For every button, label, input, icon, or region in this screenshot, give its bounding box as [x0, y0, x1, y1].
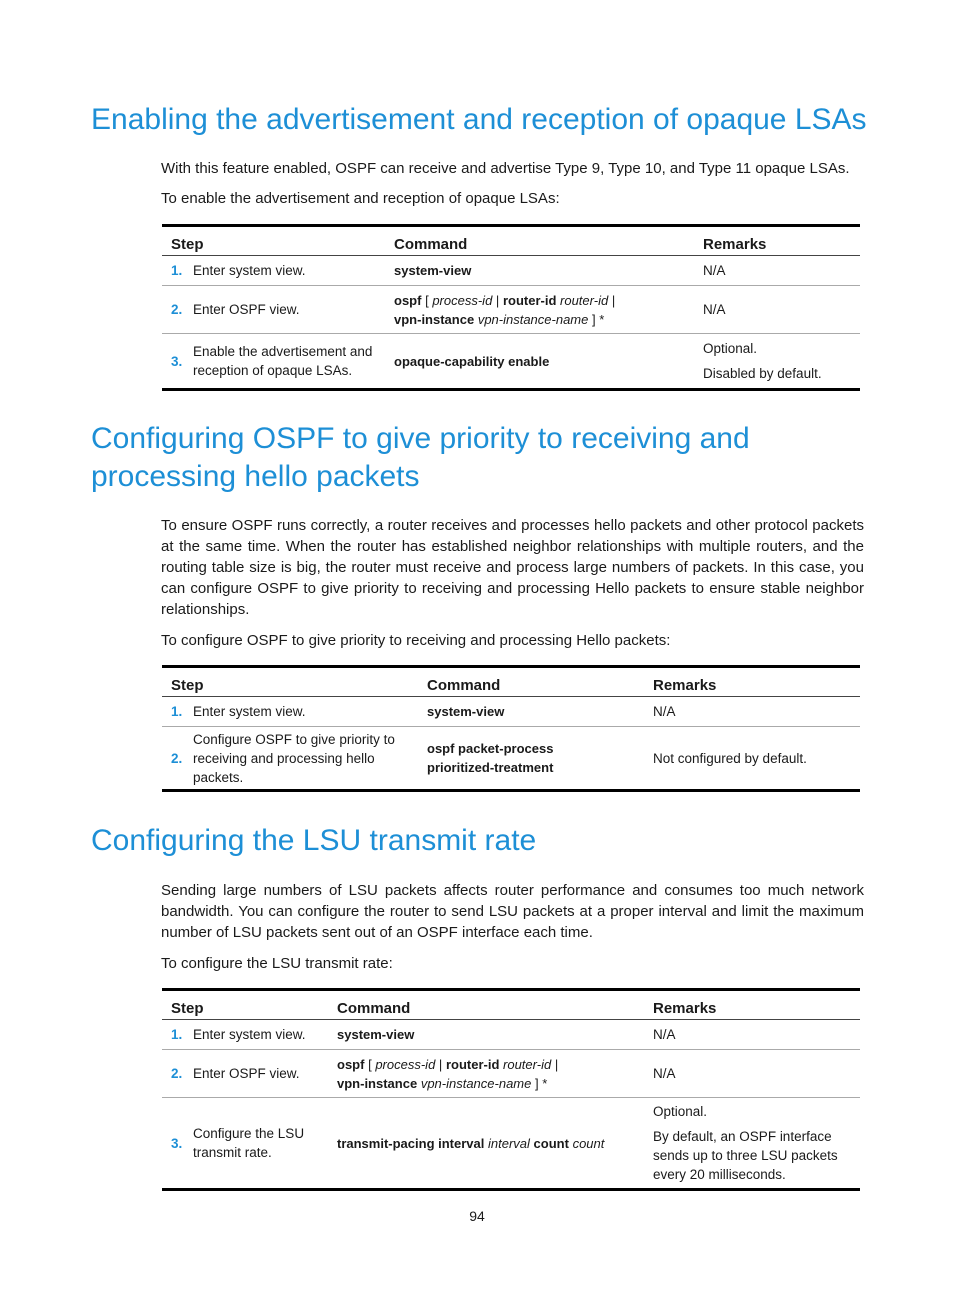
column-header-command: Command — [394, 226, 703, 256]
command-text — [394, 263, 471, 278]
remark-text: Optional. — [653, 1104, 708, 1119]
paragraph: Sending large numbers of LSU packets affects router performance and consumes too much network bandwidth. You can configure the router to send LSU packets at a proper interval and limit the maximum number of LSU packets sent out of an OSPF interface each time. — [161, 882, 864, 941]
step-number: 1. — [171, 1027, 183, 1042]
step-number: 1. — [171, 263, 183, 278]
table-row — [162, 286, 860, 334]
column-header-command: Command — [337, 990, 653, 1020]
step-description: Enter OSPF view. — [193, 302, 300, 317]
command-keyword: system-view — [394, 263, 472, 278]
table-row — [162, 334, 860, 390]
steps-table-hello — [162, 665, 860, 792]
table-row — [162, 1098, 860, 1190]
command-text: ospf [ process-id | router-id router-id | vpn-instance vpn-instance-name ] * — [337, 1056, 559, 1091]
table-row — [162, 1050, 860, 1098]
paragraph: To ensure OSPF runs correctly, a router receives and processes hello packets and other protocol packets at the same time. When the router has established neighbor relationships with multiple routers, and the routing table size is big, the router must receive and process large numbers of packets. In this case, you can configure OSPF to give priority to receiving and processing Hello packets to ensure stable neighbor relationships. — [161, 517, 864, 618]
step-number: 2. — [171, 1066, 183, 1081]
table-row — [162, 256, 860, 286]
step-description: Configure OSPF to give priority to receiving and processing hello packets. — [193, 731, 395, 785]
section-title-hello-priority: Configuring OSPF to give priority to receiving and processing hello packets — [91, 422, 750, 493]
command-text: ospf packet-process prioritized-treatment — [427, 741, 554, 775]
step-description: Enter system view. — [193, 1027, 306, 1042]
step-description: Enter OSPF view. — [193, 1066, 300, 1081]
table-row — [162, 727, 860, 791]
remark-text: N/A — [703, 302, 726, 317]
step-number: 3. — [171, 1135, 183, 1151]
column-header-command: Command — [427, 667, 653, 697]
page-number: 94 — [469, 1208, 485, 1224]
remark-text: By default, an OSPF interface sends up to three LSU packets every 20 milliseconds. — [653, 1129, 838, 1182]
command-text — [394, 354, 549, 369]
step-number: 2. — [171, 302, 183, 317]
column-header-remarks: Remarks — [703, 226, 860, 256]
step-number: 2. — [171, 750, 183, 766]
remark-text: Not configured by default. — [653, 750, 807, 766]
paragraph: To configure OSPF to give priority to receiving and processing Hello packets: — [161, 632, 671, 649]
step-description: Enter system view. — [193, 263, 306, 278]
column-header-remarks: Remarks — [653, 990, 860, 1020]
column-header-step: Step — [162, 667, 427, 697]
column-header-step: Step — [162, 990, 337, 1020]
step-description: Configure the LSU transmit rate. — [193, 1126, 305, 1160]
paragraph: To configure the LSU transmit rate: — [161, 955, 393, 972]
steps-table-opaque — [162, 224, 860, 391]
step-number: 3. — [171, 353, 183, 369]
command-keyword: system-view — [427, 704, 505, 719]
paragraph: With this feature enabled, OSPF can receive and advertise Type 9, Type 10, and Type 11 opaque LSAs. — [161, 160, 850, 177]
command-text: transmit-pacing interval interval count count — [337, 1135, 605, 1151]
section-title-opaque-lsas: Enabling the advertisement and reception of opaque LSAs — [91, 103, 867, 136]
remark-text: Optional. — [703, 341, 758, 356]
command-keyword: system-view — [337, 1027, 415, 1042]
step-number: 1. — [171, 704, 183, 719]
column-header-remarks: Remarks — [653, 667, 860, 697]
step-description: Enable the advertisement and reception of opaque LSAs. — [193, 344, 373, 378]
command-text — [427, 704, 504, 719]
remark-text: N/A — [703, 263, 726, 278]
remark-text: N/A — [653, 1066, 676, 1081]
paragraph: To enable the advertisement and reception of opaque LSAs: — [161, 190, 560, 207]
column-header-step: Step — [162, 226, 394, 256]
steps-table-lsu — [162, 988, 860, 1191]
table-row — [162, 1020, 860, 1050]
command-text — [337, 1027, 414, 1042]
command-keyword: opaque-capability enable — [394, 353, 550, 369]
command-text: ospf [ process-id | router-id router-id | vpn-instance vpn-instance-name ] * — [394, 292, 616, 327]
table-row — [162, 697, 860, 727]
section-title-lsu-rate: Configuring the LSU transmit rate — [91, 824, 537, 857]
remark-text: N/A — [653, 1027, 676, 1042]
step-description: Enter system view. — [193, 704, 306, 719]
remark-text: N/A — [653, 704, 676, 719]
remark-text: Disabled by default. — [703, 366, 822, 381]
